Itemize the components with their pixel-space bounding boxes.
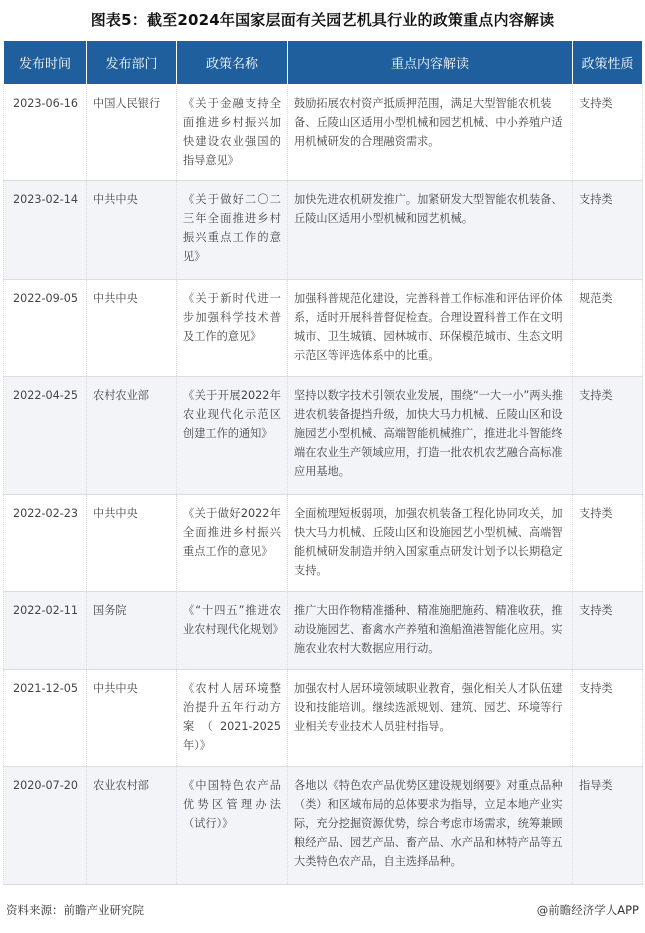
cell-content: 坚持以数字技术引领农业发展，围绕“一大一小”两头推进农机装备提挡升级，加快大马力机械、丘陵山区和设施园艺小型机械、高端智能机械推广，推进北斗智能终端在农业生产领域应用，打造一批农机农艺融合高标准应用基地。	[288, 377, 573, 495]
table-row	[4, 377, 643, 495]
cell-content: 加强农村人居环境领域职业教育，强化相关人才队伍建设和技能培训。继续选派规划、建筑、园艺、环境等行业相关专业技术人员驻村指导。	[288, 670, 573, 767]
cell-policy-name: 《关于做好二〇二三年全面推进乡村振兴重点工作的意见》	[177, 181, 288, 280]
cell-date: 2023-02-14	[4, 181, 87, 280]
table-row	[4, 85, 643, 181]
cell-type: 指导类	[573, 767, 643, 885]
cell-type: 支持类	[573, 592, 643, 670]
cell-dept: 中国人民银行	[87, 85, 177, 181]
cell-date: 2022-04-25	[4, 377, 87, 495]
cell-type: 支持类	[573, 495, 643, 592]
cell-policy-name: 《关于新时代进一步加强科学技术普及工作的意见》	[177, 280, 288, 377]
table-header-row	[4, 41, 643, 85]
cell-dept: 中共中央	[87, 670, 177, 767]
header-content: 重点内容解读	[288, 41, 573, 85]
table-row	[4, 495, 643, 592]
table-row	[4, 181, 643, 280]
cell-date: 2023-06-16	[4, 85, 87, 181]
figure-title: 图表5：截至2024年国家层面有关园艺机具行业的政策重点内容解读	[90, 11, 555, 29]
cell-policy-name: 《关于金融支持全面推进乡村振兴加快建设农业强国的指导意见》	[177, 85, 288, 181]
cell-type: 规范类	[573, 280, 643, 377]
table-row	[4, 767, 643, 885]
cell-policy-name: 《关于做好2022年全面推进乡村振兴重点工作的意见》	[177, 495, 288, 592]
cell-date: 2021-12-05	[4, 670, 87, 767]
source-note: 资料来源：前瞻产业研究院	[6, 903, 144, 917]
cell-dept: 国务院	[87, 592, 177, 670]
cell-dept: 中共中央	[87, 280, 177, 377]
cell-dept: 农业农村部	[87, 767, 177, 885]
policy-table	[3, 40, 643, 885]
header-name: 政策名称	[177, 41, 288, 85]
footer	[6, 900, 639, 920]
cell-content: 加快先进农机研发推广。加紧研发大型智能农机装备、丘陵山区适用小型机械和园艺机械。	[288, 181, 573, 280]
cell-date: 2022-09-05	[4, 280, 87, 377]
cell-dept: 农村农业部	[87, 377, 177, 495]
table-row	[4, 592, 643, 670]
cell-content: 推广大田作物精准播种、精准施肥施药、精准收获，推动设施园艺、畜禽水产养殖和渔船渔港智能化应用。实施农业农村大数据应用行动。	[288, 592, 573, 670]
cell-date: 2022-02-11	[4, 592, 87, 670]
cell-content: 各地以《特色农产品优势区建设规划纲要》对重点品种（类）和区域布局的总体要求为指导，立足本地产业实际，充分挖掘资源优势，综合考虑市场需求，统筹兼顾粮经产品、园艺产品、畜产品、水产品和林特产品等五大类特色农产品，自主选择品种。	[288, 767, 573, 885]
table-row	[4, 670, 643, 767]
cell-content: 鼓励拓展农村资产抵质押范围，满足大型智能农机装备、丘陵山区适用小型机械和园艺机械、中小养殖户适用机械研发的合理融资需求。	[288, 85, 573, 181]
cell-content: 加强科普规范化建设，完善科普工作标准和评估评价体系，适时开展科普督促检查。合理设置科普工作在文明城市、卫生城镇、园林城市、环保模范城市、生态文明示范区等评选体系中的比重。	[288, 280, 573, 377]
cell-content: 全面梳理短板弱项，加强农机装备工程化协同攻关，加快大马力机械、丘陵山区和设施园艺小型机械、高端智能机械研发制造并纳入国家重点研发计划予以长期稳定支持。	[288, 495, 573, 592]
cell-dept: 中共中央	[87, 495, 177, 592]
cell-date: 2020-07-20	[4, 767, 87, 885]
cell-policy-name: 《中国特色农产品优势区管理办法（试行）》	[177, 767, 288, 885]
cell-policy-name: 《“十四五”推进农业农村现代化规划》	[177, 592, 288, 670]
table-row	[4, 280, 643, 377]
cell-dept: 中共中央	[87, 181, 177, 280]
cell-policy-name: 《关于开展2022年农业现代化示范区创建工作的通知》	[177, 377, 288, 495]
cell-type: 支持类	[573, 670, 643, 767]
brand-credit: @前瞻经济学人APP	[536, 903, 639, 917]
cell-type: 支持类	[573, 377, 643, 495]
cell-policy-name: 《农村人居环境整治提升五年行动方案（2021-2025年）》	[177, 670, 288, 767]
cell-date: 2022-02-23	[4, 495, 87, 592]
header-dept: 发布部门	[87, 41, 177, 85]
cell-type: 支持类	[573, 85, 643, 181]
cell-type: 支持类	[573, 181, 643, 280]
header-type: 政策性质	[573, 41, 643, 85]
header-date: 发布时间	[4, 41, 87, 85]
